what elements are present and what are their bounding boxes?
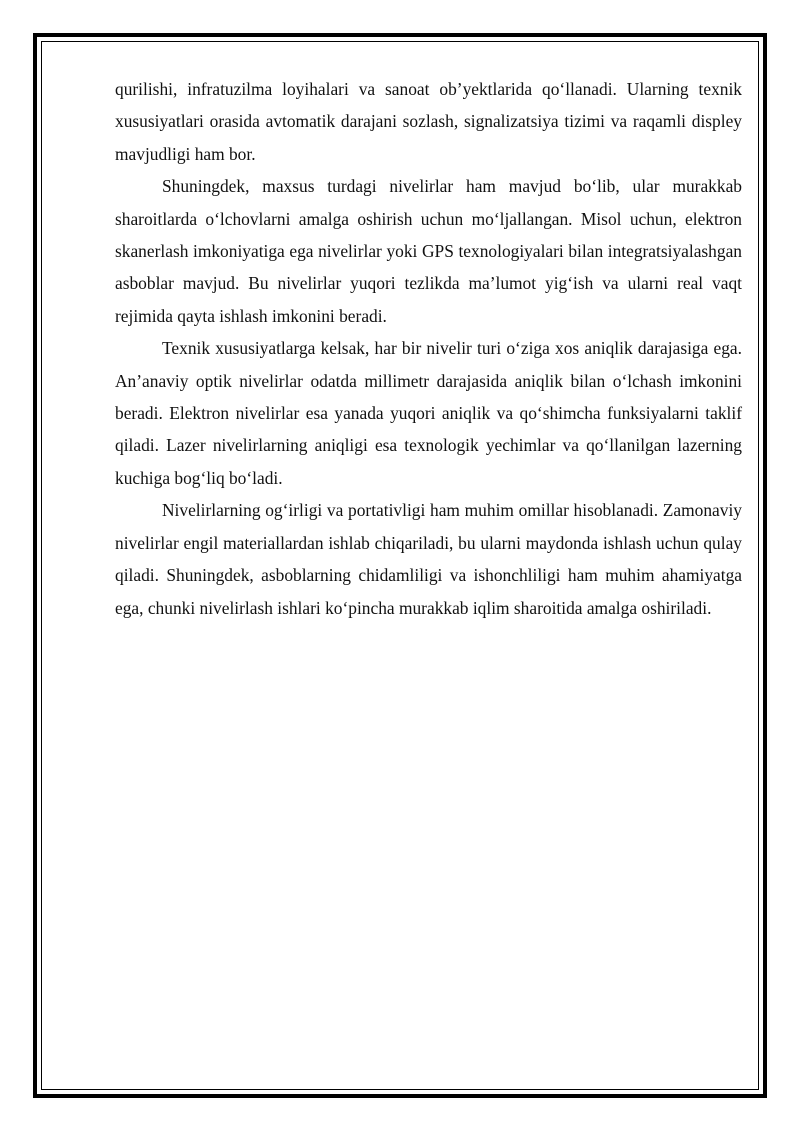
paragraph-accuracy: Texnik xususiyatlarga kelsak, har bir nivelir turi o‘ziga xos aniqlik darajasiga ega. An’anaviy optik nivelirlar odatda millimetr darajasida aniqlik bilan o‘lchash imkonini beradi. Elektron nivelirlar esa yanada yuqori aniqlik va qo‘shimcha funksiyalarni taklif qiladi. Lazer nivelirlarning aniqligi esa texnologik yechimlar va qo‘llanilgan lazerning kuchiga bog‘liq bo‘ladi. xyxy=(115,338,742,488)
paragraph-weight-portability: Nivelirlarning og‘irligi va portativligi ham muhim omillar hisoblanadi. Zamonaviy nivelirlar engil materiallardan ishlab chiqariladi, bu ularni maydonda ishlash uchun qulay qiladi. Shuningdek, asboblarning chidamliligi va ishonchliligi ham muhim ahamiyatga ega, chunki nivelirlash ishlari ko‘pincha murakkab iqlim sharoitida amalga oshiriladi. xyxy=(115,500,742,618)
document-body xyxy=(115,73,742,624)
paragraph-special-levels: Shuningdek, maxsus turdagi nivelirlar ham mavjud bo‘lib, ular murakkab sharoitlarda o‘lchovlarni amalga oshirish uchun mo‘ljallangan. Misol uchun, elektron skanerlash imkoniyatiga ega nivelirlar yoki GPS texnologiyalari bilan integratsiyalashgan asboblar mavjud. Bu nivelirlar yuqori tezlikda ma’lumot yig‘ish va ularni real vaqt rejimida qayta ishlash imkonini beradi. xyxy=(115,176,742,326)
paragraph-continuation: qurilishi, infratuzilma loyihalari va sanoat ob’yektlarida qo‘llanadi. Ularning texnik xususiyatlari orasida avtomatik darajani sozlash, signalizatsiya tizimi va raqamli displey mavjudligi ham bor. xyxy=(115,79,742,164)
